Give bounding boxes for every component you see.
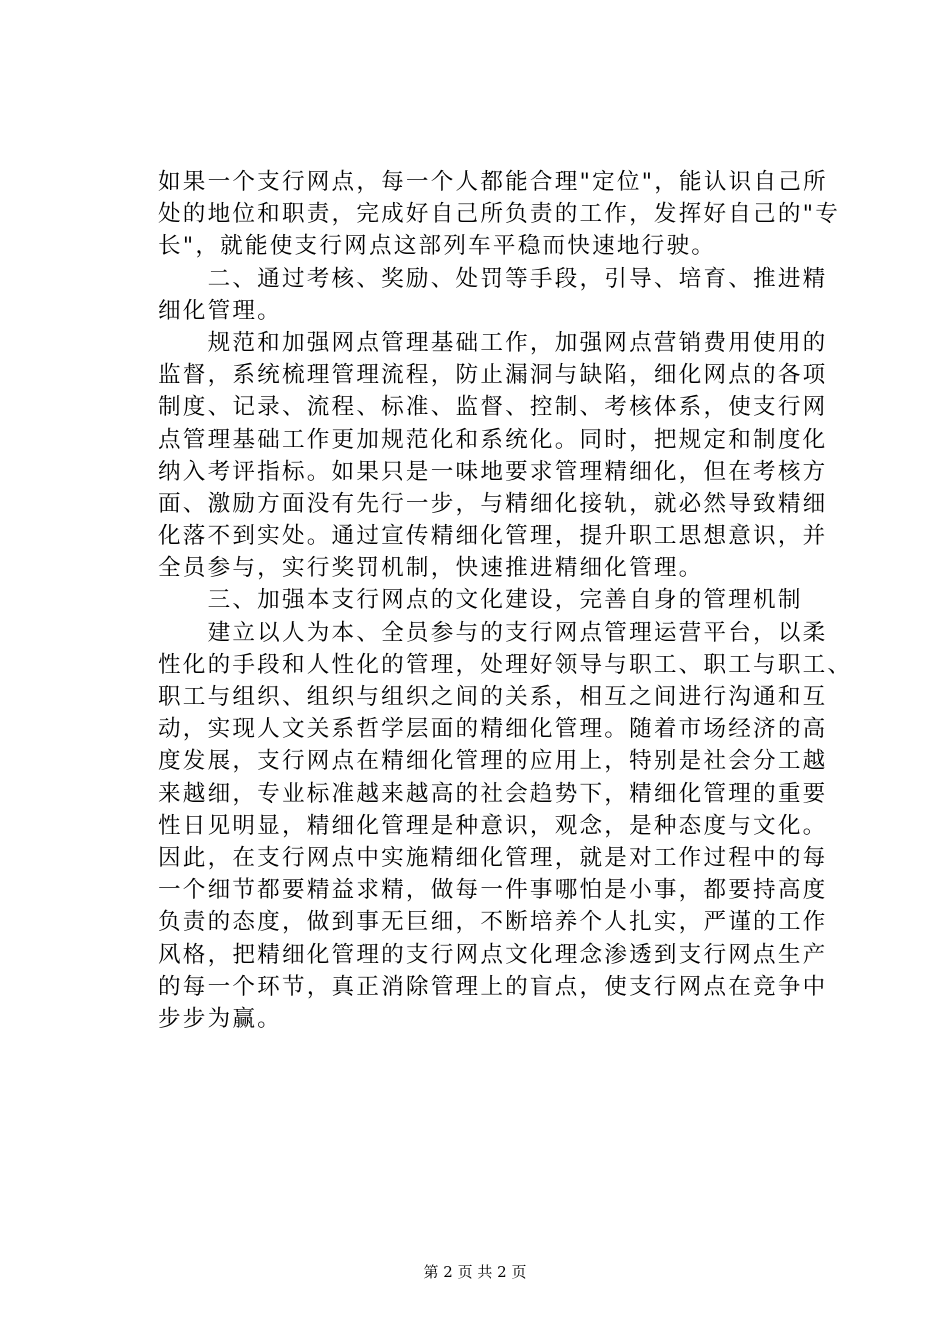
text-line: 的每一个环节，真正消除管理上的盲点，使支行网点在竞争中 [158,973,828,1000]
page-number-label: 第 2 页 共 2 页 [423,1263,527,1281]
text-line: 化落不到实处。通过宣传精细化管理，提升职工思想意识，并 [158,523,828,550]
text-line: 点管理基础工作更加规范化和系统化。同时，把规定和制度化 [158,426,828,453]
text-line: 全员参与，实行奖罚机制，快速推进精细化管理。 [158,555,704,582]
text-line: 性日见明显，精细化管理是种意识，观念，是种态度与文化。 [158,812,828,839]
text-line: 性化的手段和人性化的管理，处理好领导与职工、职工与职工、 [158,651,853,678]
text-line: 处的地位和职责，完成好自己所负责的工作，发挥好自己的"专 [158,201,841,228]
text-line: 面、激励方面没有先行一步，与精细化接轨，就必然导致精细 [158,490,828,517]
page-footer [0,1262,950,1282]
text-line: 动，实现人文关系哲学层面的精细化管理。随着市场经济的高 [158,716,828,743]
text-line: 来越细，专业标准越来越高的社会趋势下，精细化管理的重要 [158,780,828,807]
section-heading-line: 三、加强本支行网点的文化建设，完善自身的管理机制 [158,587,803,614]
text-line: 监督，系统梳理管理流程，防止漏洞与缺陷，细化网点的各项 [158,362,828,389]
text-line: 规范和加强网点管理基础工作，加强网点营销费用使用的 [158,329,828,356]
document-body [158,166,853,1035]
text-line: 建立以人为本、全员参与的支行网点管理运营平台，以柔 [158,619,828,646]
text-line: 职工与组织、组织与组织之间的关系，相互之间进行沟通和互 [158,684,828,710]
section-heading-line: 二、通过考核、奖励、处罚等手段，引导、培育、推进精 [158,265,828,292]
section-heading-line: 细化管理。 [158,297,282,324]
text-line: 度发展，支行网点在精细化管理的应用上，特别是社会分工越 [158,748,828,775]
text-line: 负责的态度，做到事无巨细，不断培养个人扎实，严谨的工作 [158,909,828,936]
text-line: 制度、记录、流程、标准、监督、控制、考核体系，使支行网 [158,394,828,421]
text-line: 长"，就能使支行网点这部列车平稳而快速地行驶。 [158,233,717,260]
text-line: 步步为赢。 [158,1005,282,1032]
text-line: 一个细节都要精益求精，做每一件事哪怕是小事，都要持高度 [158,877,828,904]
text-line: 因此，在支行网点中实施精细化管理，就是对工作过程中的每 [158,844,828,871]
text-line: 风格，把精细化管理的支行网点文化理念渗透到支行网点生产 [158,941,828,968]
text-line: 纳入考评指标。如果只是一味地要求管理精细化，但在考核方 [158,458,828,485]
text-line: 如果一个支行网点，每一个人都能合理"定位"，能认识自己所 [158,169,828,195]
